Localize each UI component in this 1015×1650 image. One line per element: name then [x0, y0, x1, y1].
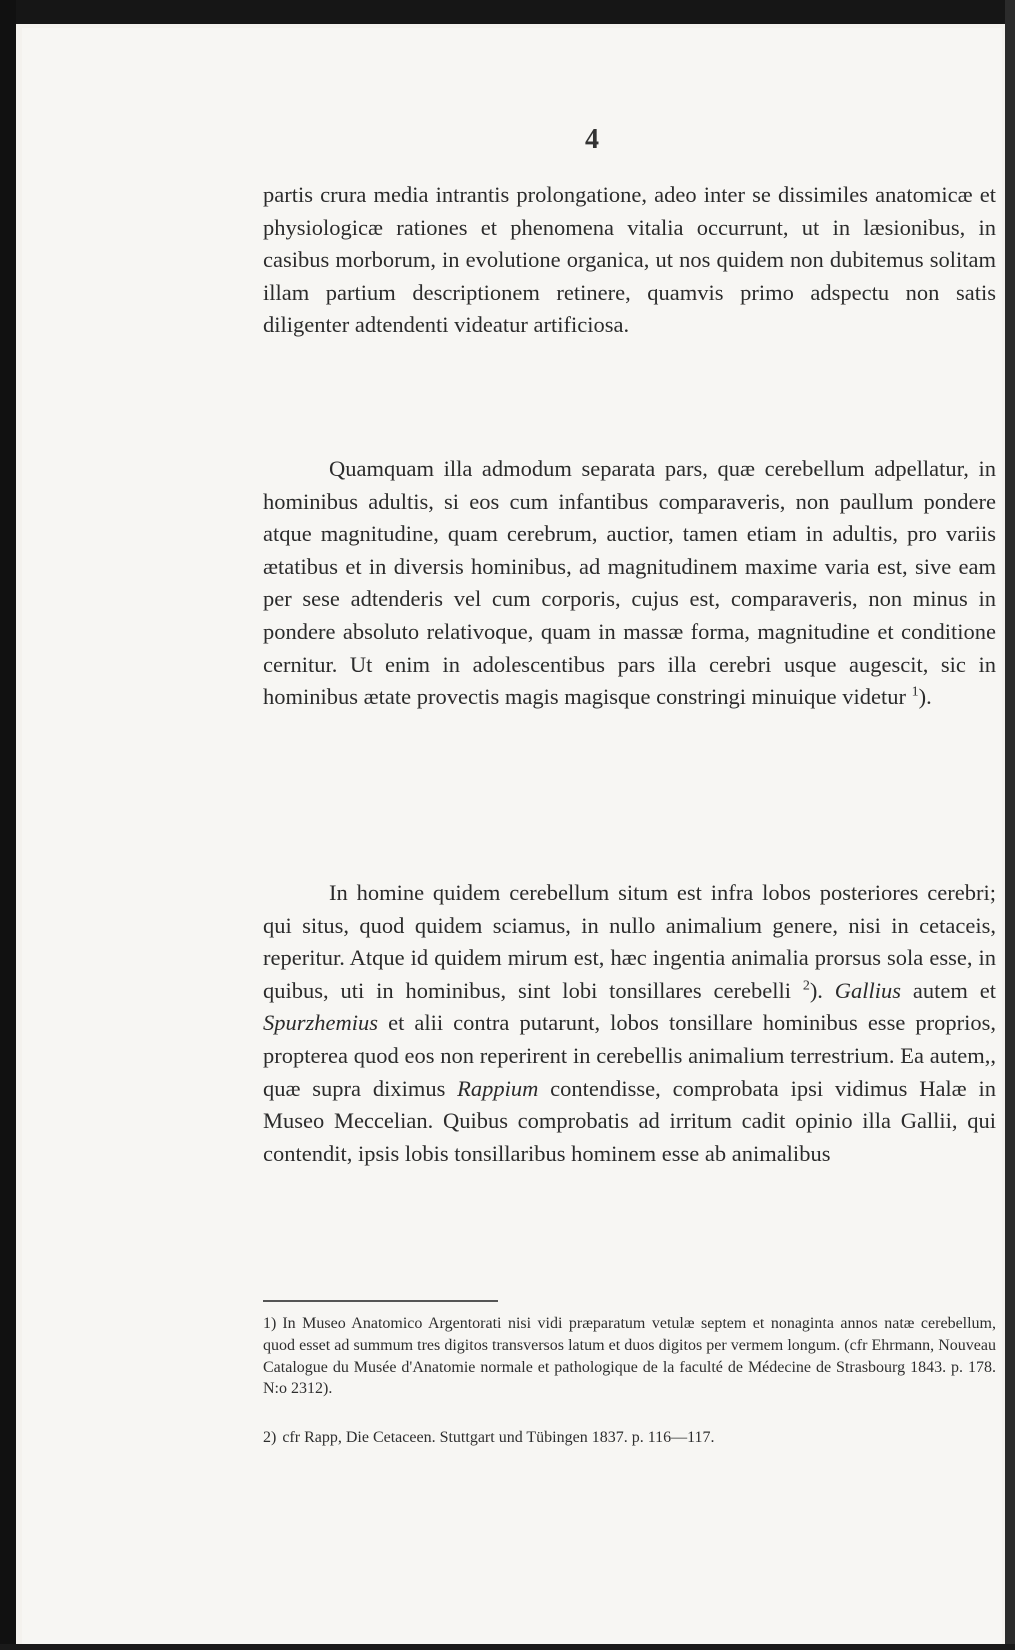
text-run: In homine quidem cerebellum situm est infra lobos posteriores cerebri; qui situs, quod quidem sciamus, in nullo animalium genere, nisi in cetaceis, reperitur. Atque id quidem mirum est, hæc ingentia animalia prorsus sola esse, in quibus, uti in hominibus, sint lobi tonsillares cerebelli — [263, 880, 996, 1003]
footnote-reference-1: 1 — [911, 684, 919, 700]
scan-border-top — [0, 0, 1015, 24]
footnote-2 — [263, 1427, 996, 1449]
paragraph-text — [263, 877, 996, 1170]
paragraph-text — [263, 453, 996, 714]
footnote-text: In Museo Anatomico Argentorati nisi vidi præparatum vetulæ septem et nonaginta annos natæ cerebellum, quod esset ad summum tres digitos transversos latum et duos digitos per vermem longum. (cfr Ehrmann, Nouveau Catalogue du Musée d'Anatomie normale et pathologique de la faculté de Médecine de Strasbourg 1843. p. 178. N:o 2312). — [263, 1315, 996, 1398]
italic-name-rappium: Rappium — [457, 1075, 539, 1101]
footnote-reference-2: 2 — [802, 978, 810, 994]
italic-name-spurzhemius: Spurzhemius — [263, 1010, 379, 1036]
text-run: Quamquam illa admodum separata pars, quæ cerebellum adpellatur, in hominibus adultis, si eos cum infantibus comparaveris, non paullum pondere atque magnitudine, quam cerebrum, auctior, tamen etiam in adultis, pro variis ætatibus et in diversis hominibus, ad magnitudinem maxime varia est, sive eam per sese adtenderis vel cum corporis, cujus est, comparaveris, non minus in pondere absoluto relativoque, quam in massæ forma, magnitudine et conditione cernitur. Ut enim in adolescentibus pars illa cerebri usque augescit, sic in hominibus ætate provectis magis magisque constringi minuique videtur — [263, 456, 996, 710]
scan-border-left — [0, 0, 16, 1650]
text-run: ). — [809, 977, 835, 1003]
footnote-mark: 1) — [263, 1315, 277, 1332]
footnote-divider — [263, 1300, 498, 1302]
body-paragraph-3 — [263, 877, 996, 1170]
paragraph-text: partis crura media intrantis prolongatione, adeo inter se dissimiles anatomicæ et physiologicæ rationes et phenomena vitalia occurrunt, ut in læsionibus, in casibus morborum, in evolutione organica, ut nos quidem non dubitemus solitam illam partium descriptionem retinere, quamvis primo adspectu non satis diligenter adtendenti videatur artificiosa. — [263, 182, 996, 338]
footnote-text: cfr Rapp, Die Cetaceen. Stuttgart und Tübingen 1837. p. 116—117. — [282, 1429, 715, 1446]
scan-border-right — [1005, 0, 1015, 1650]
page-number: 4 — [585, 124, 599, 155]
text-run: et alii contra putarunt, lobos tonsillare hominibus esse proprios, propterea quod eos non reperirent in cerebellis animalium terrestrium. Ea autem,, quæ supra diximus — [263, 1010, 996, 1101]
body-paragraph-2 — [263, 453, 996, 714]
text-run: ). — [918, 684, 932, 710]
footnote-1 — [263, 1313, 996, 1400]
italic-name-gallius: Gallius — [834, 977, 902, 1003]
text-run: contendisse, comprobata ipsi vidimus Halæ in Museo Meccelian. Quibus comprobatis ad irritum cadit opinio illa Gallii, qui contendit, ipsis lobis tonsillaribus hominem esse ab animalibus — [263, 1075, 996, 1166]
body-paragraph-1 — [263, 179, 996, 342]
scan-border-bottom — [0, 1644, 1015, 1650]
footnote-mark: 2) — [263, 1429, 277, 1446]
text-run: autem et — [901, 977, 996, 1003]
